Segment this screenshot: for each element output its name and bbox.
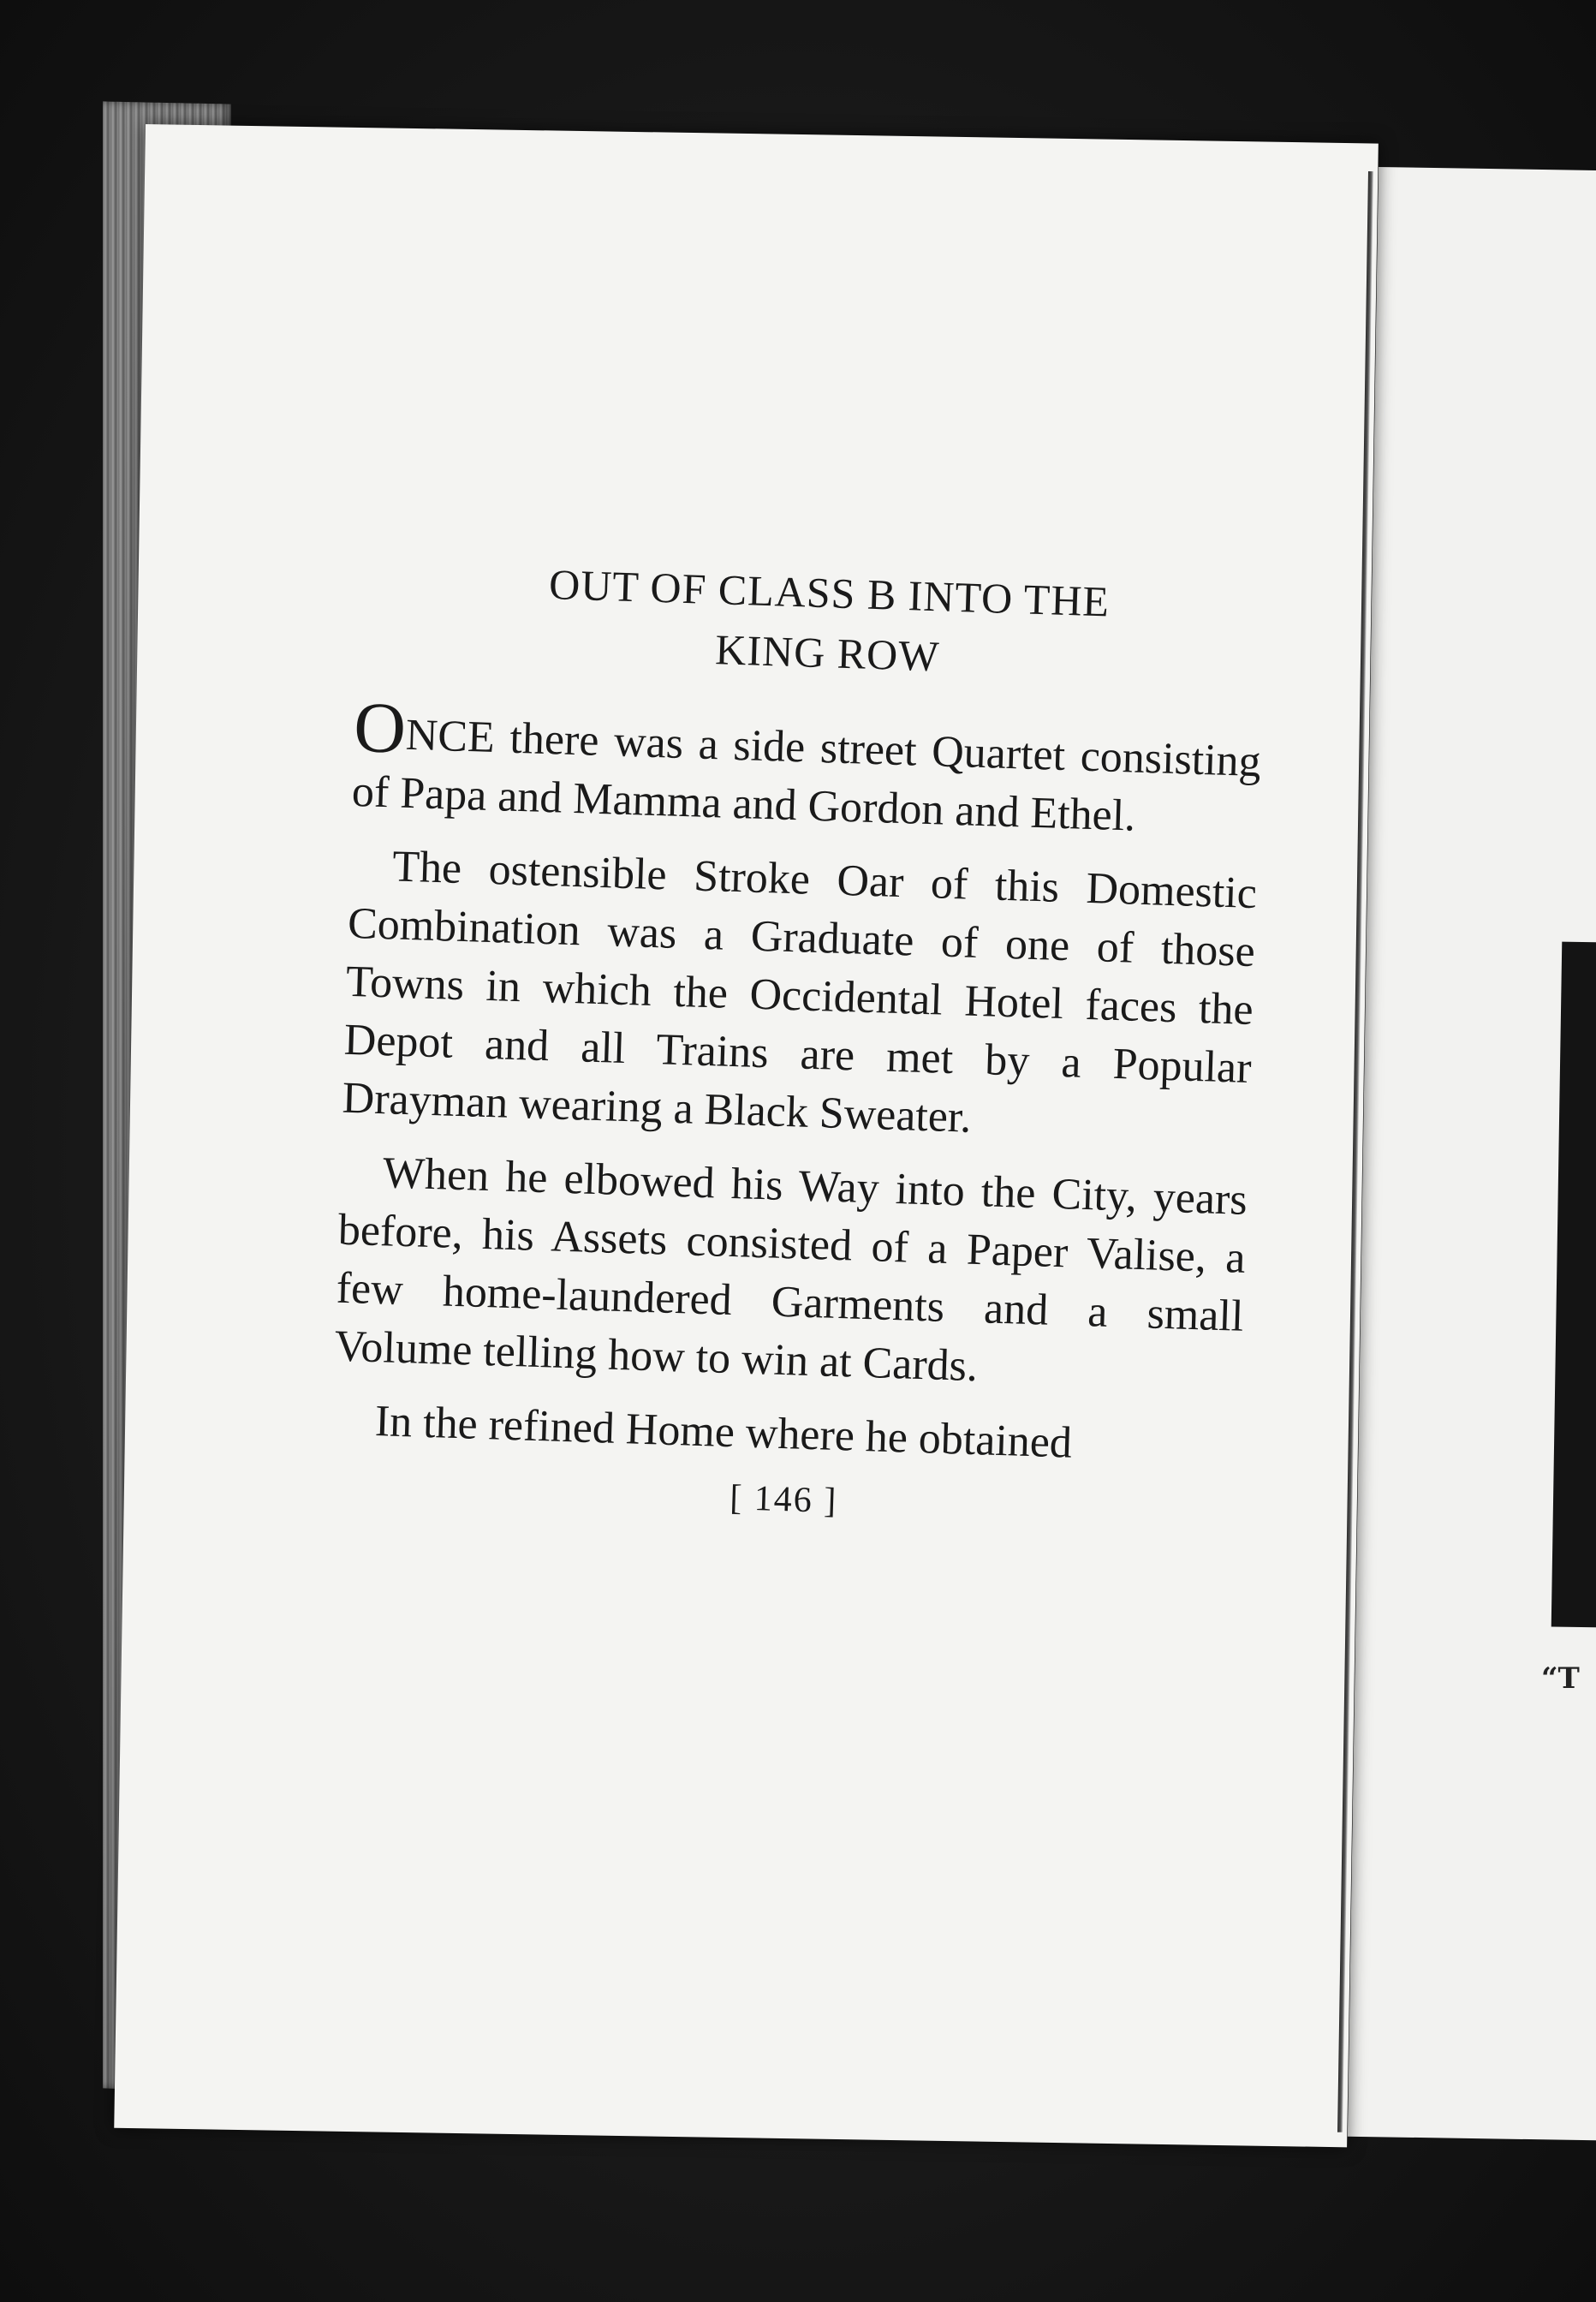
lead-caps: NCE bbox=[404, 710, 496, 763]
facing-caption: “T bbox=[1541, 1661, 1580, 1696]
chapter-heading-line-2: KING ROW bbox=[714, 625, 941, 681]
paragraph-3: When he elbowed his Way into the City, years before, his Assets consisted of a Paper Valise, a few home-laundered Garments and a small Volume telling how to win at Cards. bbox=[333, 1148, 1248, 1392]
paragraph-2: The ostensible Stroke Oar of this Domestic Combination was a Graduate of one of those Towns in which the Occidental Hotel faces the Depot and all Trains are met by a Popular Drayman wearing a Black Sweater. bbox=[341, 842, 1258, 1142]
page-number: [ 146 ] bbox=[729, 1478, 839, 1522]
paragraph-4: In the refined Home where he obtained bbox=[374, 1397, 1073, 1468]
page-text bbox=[330, 548, 1267, 1535]
drop-cap: O bbox=[352, 687, 408, 769]
chapter-heading-line-1: OUT OF CLASS B INTO THE bbox=[548, 559, 1111, 626]
paragraph-1 bbox=[351, 687, 1262, 850]
paragraph-1-text: there was a side street Quartet consisting of Papa and Mamma and Gordon and Ethel. bbox=[351, 713, 1262, 841]
